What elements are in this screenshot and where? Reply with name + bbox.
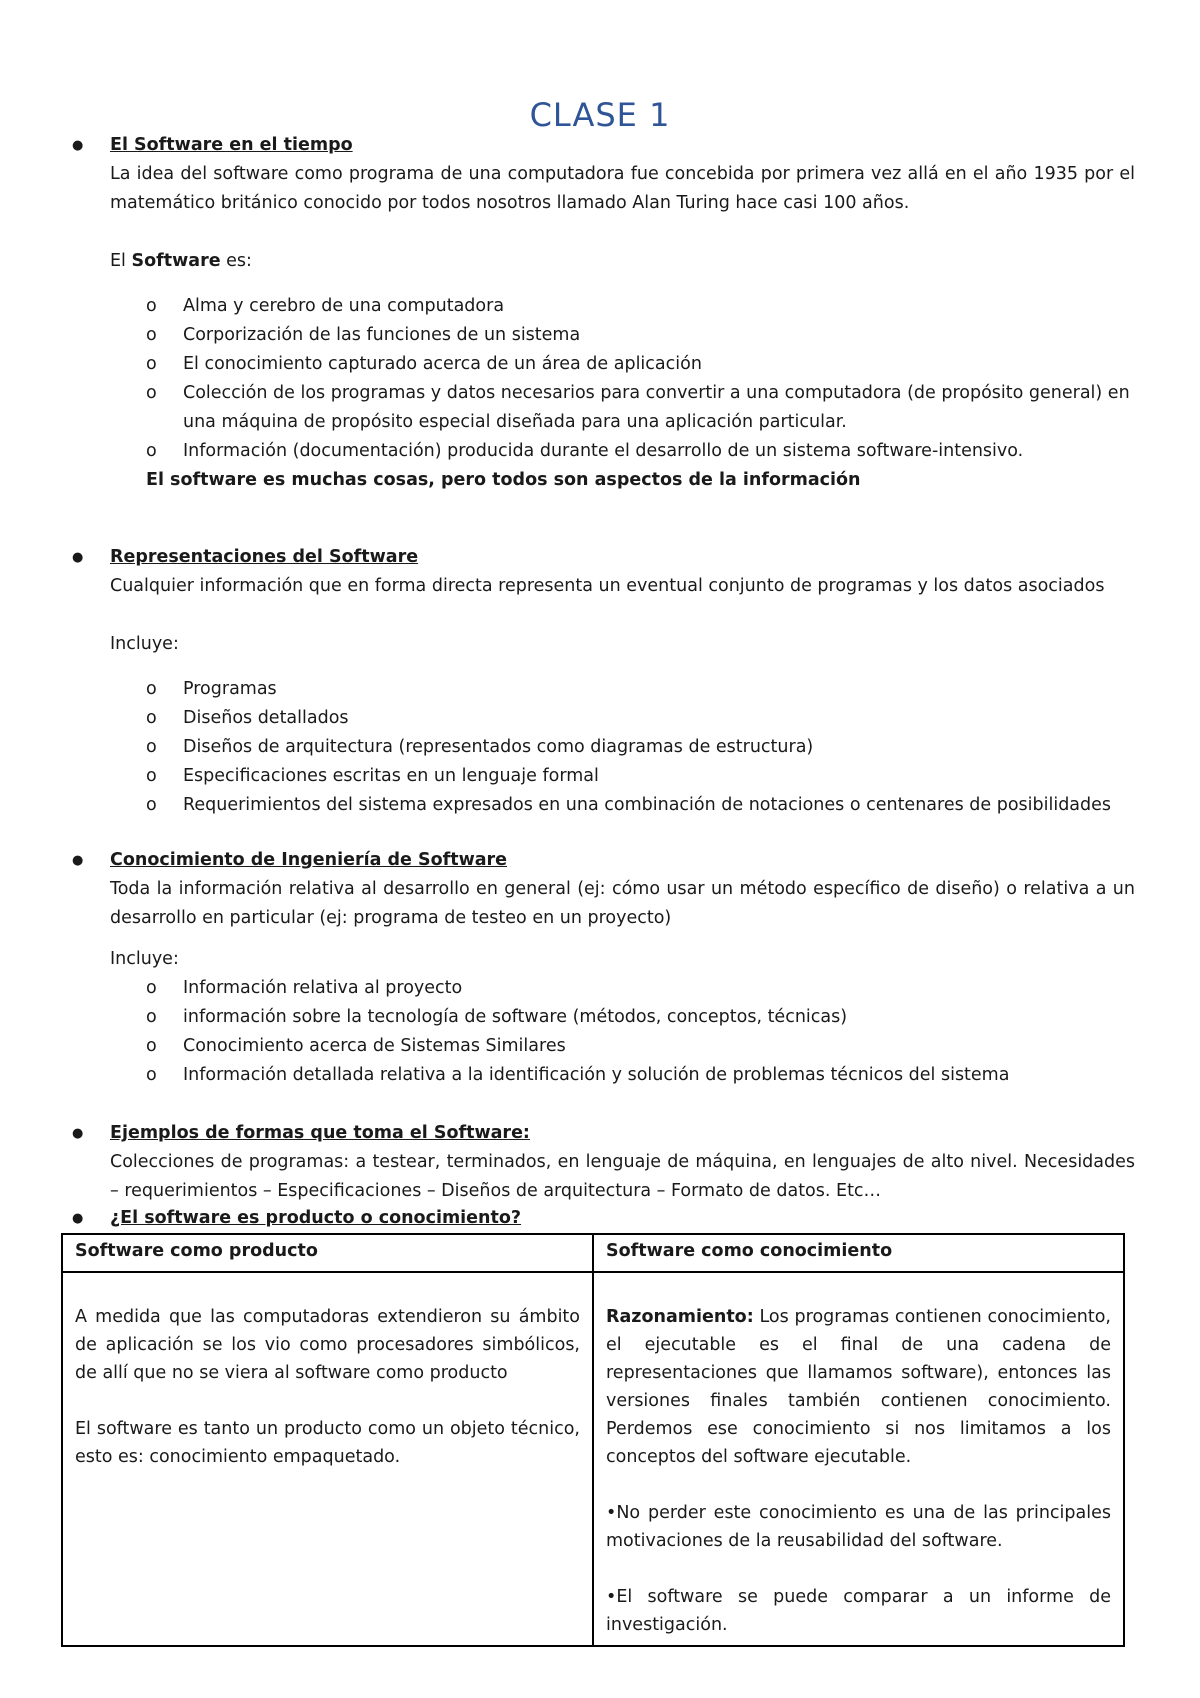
list-item-text: Especificaciones escritas en un lenguaje formal (183, 766, 599, 786)
circle-bullet-icon: o (146, 708, 157, 728)
list-item-text: Diseños de arquitectura (representados como diagramas de estructura) (183, 737, 814, 757)
cell-text: Los programas contienen conocimiento, el ejecutable es el final de una cadena de representaciones que llamamos software), entonces las versiones finales también contienen conocimiento. Perdemos ese conocimiento si nos limitamos a los conceptos del software ejecutable. (606, 1307, 1111, 1467)
circle-bullet-icon: o (146, 795, 157, 815)
list-item (110, 1032, 1135, 1061)
list-item (110, 321, 1135, 350)
section-heading: Conocimiento de Ingeniería de Software (110, 850, 508, 870)
section-heading: Representaciones del Software (110, 547, 419, 567)
section-software-en-el-tiempo (72, 131, 1135, 495)
list-item (110, 974, 1135, 1003)
section-intro: Incluye: (110, 634, 179, 654)
list-item (110, 762, 1135, 791)
section-heading: ¿El software es producto o conocimiento? (110, 1208, 522, 1228)
list-item-text: Información (documentación) producida durante el desarrollo de un sistema software-intensivo. (183, 441, 1024, 461)
circle-bullet-icon: o (146, 1065, 157, 1085)
sub-list (110, 675, 1135, 820)
circle-bullet-icon: o (146, 766, 157, 786)
section-heading: El Software en el tiempo (110, 135, 353, 155)
section-ejemplos (72, 1119, 1135, 1206)
intro-text-end: es: (220, 251, 252, 271)
list-item (110, 675, 1135, 704)
cell-paragraph: •El software se puede comparar a un informe de investigación. (606, 1587, 1111, 1635)
table-row (62, 1272, 1124, 1646)
circle-bullet-icon: o (146, 296, 157, 316)
section-text: La idea del software como programa de una computadora fue concebida por primera vez allá en el año 1935 por el matemático británico conocido por todos nosotros llamado Alan Turing hace casi 100 años. (110, 164, 1135, 213)
list-item-text: Requerimientos del sistema expresados en una combinación de notaciones o centenares de posibilidades (183, 795, 1112, 815)
table-header-conocimiento: Software como conocimiento (593, 1234, 1124, 1272)
section-text: Cualquier información que en forma directa representa un eventual conjunto de programas y los datos asociados (110, 576, 1105, 596)
list-item (110, 1061, 1135, 1090)
circle-bullet-icon: o (146, 679, 157, 699)
list-item (110, 791, 1135, 820)
list-item-text: Alma y cerebro de una computadora (183, 296, 505, 316)
circle-bullet-icon: o (146, 1007, 157, 1027)
list-item-text: Colección de los programas y datos necesarios para convertir a una computadora (de propósito general) en una máquina de propósito especial diseñada para una aplicación particular. (183, 383, 1130, 432)
list-item-text: Información relativa al proyecto (183, 978, 463, 998)
cell-bold-label: Razonamiento: (606, 1307, 754, 1327)
circle-bullet-icon: o (146, 325, 157, 345)
list-item-text: Diseños detallados (183, 708, 349, 728)
intro-text: El (110, 251, 132, 271)
section-intro: Incluye: (110, 949, 179, 969)
list-item-text: Programas (183, 679, 277, 699)
circle-bullet-icon: o (146, 441, 157, 461)
list-item-text: El conocimiento capturado acerca de un área de aplicación (183, 354, 702, 374)
list-item-text: información sobre la tecnología de software (métodos, conceptos, técnicas) (183, 1007, 848, 1027)
table-cell-producto (62, 1272, 593, 1646)
section-conclusion: El software es muchas cosas, pero todos son aspectos de la información (146, 470, 861, 490)
section-conocimiento-ingenieria (72, 846, 1135, 1090)
list-item (110, 733, 1135, 762)
circle-bullet-icon: o (146, 737, 157, 757)
list-item (110, 292, 1135, 321)
bullet-icon: ● (72, 550, 84, 565)
circle-bullet-icon: o (146, 354, 157, 374)
table-header-row (62, 1234, 1124, 1272)
page-title: CLASE 1 (529, 96, 671, 134)
circle-bullet-icon: o (146, 383, 157, 403)
list-item (110, 704, 1135, 733)
list-item (110, 379, 1135, 437)
section-representaciones (72, 543, 1135, 820)
circle-bullet-icon: o (146, 1036, 157, 1056)
section-text: Colecciones de programas: a testear, terminados, en lenguaje de máquina, en lenguajes de alto nivel. Necesidades – requerimientos – Especificaciones – Diseños de arquitectura – Formato de datos. Etc… (110, 1152, 1135, 1201)
table-header-producto: Software como producto (62, 1234, 593, 1272)
sub-list (110, 974, 1135, 1090)
circle-bullet-icon: o (146, 978, 157, 998)
list-item-text: Corporización de las funciones de un sistema (183, 325, 581, 345)
bullet-icon: ● (72, 1211, 84, 1226)
table-cell-conocimiento (593, 1272, 1124, 1646)
sub-list (110, 292, 1135, 466)
cell-paragraph: El software es tanto un producto como un objeto técnico, esto es: conocimiento empaquetado. (75, 1419, 580, 1467)
section-intro (110, 247, 1135, 276)
intro-bold-text: Software (131, 251, 221, 271)
list-item-text: Información detallada relativa a la identificación y solución de problemas técnicos del sistema (183, 1065, 1010, 1085)
bullet-icon: ● (72, 853, 84, 868)
list-item (110, 350, 1135, 379)
list-item-text: Conocimiento acerca de Sistemas Similares (183, 1036, 566, 1056)
cell-paragraph (606, 1303, 1111, 1471)
comparison-table (61, 1233, 1125, 1647)
section-producto-o-conocimiento (72, 1204, 1135, 1233)
section-text: Toda la información relativa al desarrollo en general (ej: cómo usar un método específico de diseño) o relativa a un desarrollo en particular (ej: programa de testeo en un proyecto) (110, 879, 1135, 928)
list-item (110, 437, 1135, 466)
bullet-icon: ● (72, 138, 84, 153)
section-heading: Ejemplos de formas que toma el Software: (110, 1123, 530, 1143)
cell-paragraph: •No perder este conocimiento es una de las principales motivaciones de la reusabilidad del software. (606, 1503, 1111, 1551)
list-item (110, 1003, 1135, 1032)
cell-paragraph: A medida que las computadoras extendieron su ámbito de aplicación se los vio como procesadores simbólicos, de allí que no se viera al software como producto (75, 1307, 580, 1383)
bullet-icon: ● (72, 1126, 84, 1141)
